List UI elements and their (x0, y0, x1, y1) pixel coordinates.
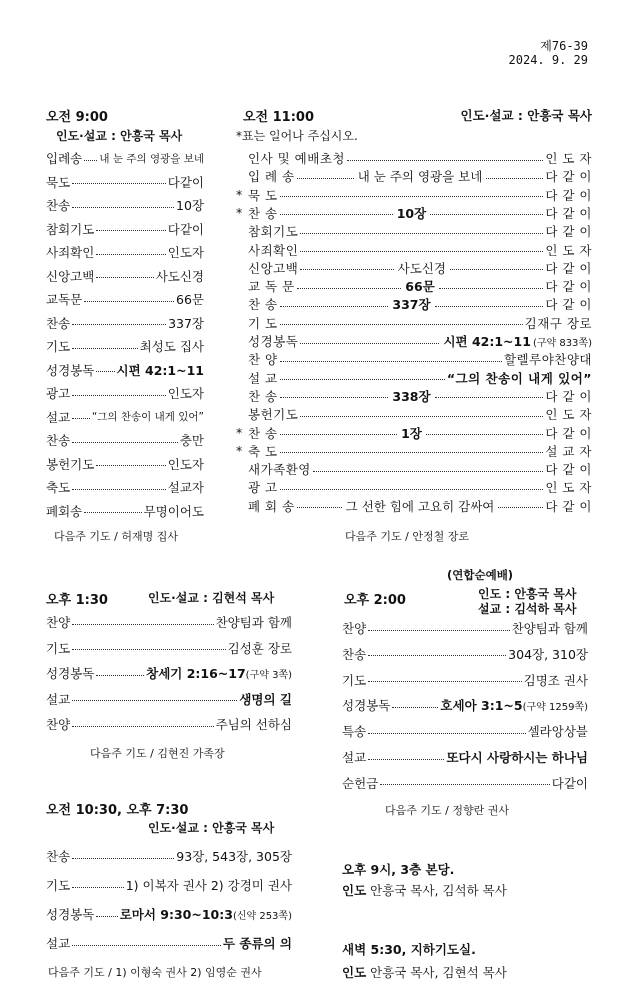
order-label: 축도 (46, 480, 71, 495)
order-label: 참회기도 (248, 224, 299, 240)
leader-dots (96, 675, 144, 676)
order-value: 다 같 이 (545, 279, 593, 295)
order-row (46, 432, 204, 448)
order-value-note: (구약 3쪽) (245, 669, 292, 681)
order-row (342, 672, 588, 688)
pm9-title: 오후 9시, 3층 본당. (342, 862, 455, 877)
order-value: “그의 찬송이 내게 있어” (446, 370, 592, 386)
order-detail: 66문 (405, 279, 435, 295)
order-label: 성경봉독 (46, 907, 95, 922)
issue-number: 제76-39 (540, 39, 588, 53)
leader-dots (72, 442, 178, 443)
leader-dots (439, 288, 544, 289)
order-label: 사죄확인 (248, 242, 299, 258)
leader-dots (280, 489, 544, 490)
leader-dots (96, 254, 165, 255)
order-label: 봉헌기도 (46, 456, 95, 472)
order-label: 축 도 (248, 443, 278, 459)
order-label: 성경봉독 (342, 698, 391, 714)
order-detail: 그 선한 힘에 고요히 감싸여 (345, 498, 495, 514)
order-label: 기도 (46, 878, 71, 893)
order-row (46, 174, 204, 190)
order-value: 내 눈 주의 영광을 보네 (99, 152, 204, 165)
leader-dots (280, 324, 523, 325)
leader-dots (72, 348, 137, 349)
order-label: 봉헌기도 (248, 407, 299, 423)
order-label: 찬송 (46, 315, 71, 331)
order-label: 설교 (46, 691, 71, 707)
order-label: 기도 (342, 672, 367, 688)
leader-dots (280, 361, 502, 362)
leader-dots (84, 301, 174, 302)
order-label: 기도 (46, 640, 71, 656)
order-label: 참회기도 (46, 221, 95, 237)
order-row (236, 351, 592, 367)
order-row (46, 640, 292, 656)
pm2-next-prayer: 다음주 기도 / 정향란 권사 (385, 804, 509, 817)
order-label: 성경봉독 (46, 666, 95, 681)
leader-dots (84, 512, 141, 513)
pm2-tag: (연합순예배) (447, 568, 514, 582)
order-value: 인 도 자 (545, 480, 592, 496)
order-label: 묵 도 (248, 187, 278, 203)
stand-marker: * (236, 205, 243, 221)
order-label: 신앙고백 (248, 260, 299, 276)
stand-marker: * (236, 425, 243, 440)
pm2-preacher: 설교 : 김석하 목사 (478, 602, 577, 616)
leader-dots (72, 858, 174, 859)
leader-dots (300, 269, 393, 270)
am11-leader: 인도·설교 : 안흥국 목사 (460, 108, 592, 123)
order-row (236, 443, 592, 459)
order-value: 창세기 2:16~17 (146, 666, 246, 681)
order-row (236, 205, 592, 221)
leader-dots (297, 178, 354, 179)
leader-dots (297, 507, 342, 508)
order-row (236, 260, 592, 276)
pm9-leader: 안흥국 목사, 김석하 목사 (370, 883, 507, 898)
bulletin-date: 2024. 9. 29 (508, 53, 588, 67)
leader-dots (96, 916, 117, 917)
order-row (236, 333, 592, 349)
order-detail: 사도신경 (397, 260, 446, 276)
am1030-next-prayer: 다음주 기도 / 1) 이형숙 권사 2) 임영순 권사 (48, 966, 262, 979)
order-label: 새가족환영 (248, 462, 311, 478)
leader-dots (96, 371, 114, 372)
order-row (236, 223, 592, 239)
leader-dots (280, 306, 389, 307)
order-row (236, 479, 592, 495)
order-label: 기도 (46, 339, 71, 354)
leader-dots (72, 395, 166, 396)
order-detail: 10장 (396, 205, 427, 221)
order-detail: 시편 42:1~11 (443, 334, 531, 349)
order-row (236, 187, 592, 203)
order-detail: 338장 (392, 388, 431, 404)
order-row (46, 716, 292, 732)
order-row (46, 221, 204, 237)
order-value: 인 도 자 (545, 407, 592, 423)
order-row (342, 775, 588, 791)
leader-dots (72, 418, 90, 419)
order-value: 다 같 이 (545, 297, 593, 313)
order-label: 찬양 (46, 615, 71, 630)
order-row (46, 614, 292, 630)
order-row (46, 503, 204, 519)
order-value: 다 같 이 (545, 187, 592, 203)
order-row (342, 620, 588, 636)
order-label: 찬 송 (248, 425, 278, 441)
order-value: 다 같 이 (545, 224, 592, 240)
order-row (46, 338, 204, 354)
order-value: 또다시 사랑하시는 하나님 (446, 750, 588, 765)
order-row (46, 456, 204, 472)
leader-dots (435, 397, 544, 398)
order-label: 폐 회 송 (248, 498, 295, 514)
stand-marker: * (236, 443, 243, 459)
dawn-leader-label: 인도 (342, 965, 367, 980)
order-detail: 내 눈 주의 영광을 보네 (357, 169, 483, 185)
order-label: 사죄확인 (46, 245, 95, 260)
leader-dots (72, 726, 213, 727)
order-value: 셀라앙상블 (527, 724, 588, 740)
order-value: 다 같 이 (545, 498, 593, 514)
order-detail: 1장 (401, 425, 422, 441)
order-label: 교 독 문 (248, 279, 295, 295)
order-row (46, 665, 292, 681)
order-value: 생명의 길 (239, 691, 292, 707)
order-row (236, 242, 592, 258)
leader-dots (84, 160, 97, 161)
leader-dots (280, 214, 393, 215)
stand-marker: * (236, 187, 243, 203)
leader-dots (280, 196, 544, 197)
order-row (342, 749, 588, 765)
order-value-note: (신약 253쪽) (232, 910, 292, 922)
order-row (342, 723, 588, 739)
leader-dots (435, 306, 544, 307)
order-value: 사도신경 (155, 268, 204, 284)
dawn-leader: 안흥국 목사, 김현석 목사 (370, 965, 507, 980)
order-value: 다같이 (167, 221, 204, 237)
leader-dots (96, 230, 165, 231)
order-value: 찬양팀과 함께 (511, 621, 588, 636)
pm130-leader: 인도·설교 : 김현석 목사 (148, 591, 275, 605)
order-row (236, 315, 592, 331)
order-label: 설교 (46, 936, 71, 951)
order-value: 다 같 이 (545, 425, 592, 441)
pm2-leader: 인도 : 안흥국 목사 (478, 587, 577, 601)
leader-dots (368, 681, 521, 682)
order-value: 할렐루야찬양대 (503, 352, 592, 368)
order-label: 찬 송 (248, 297, 278, 313)
leader-dots (72, 324, 166, 325)
leader-dots (300, 416, 543, 417)
leader-dots (72, 489, 166, 490)
order-row (46, 291, 204, 307)
order-label: 광 고 (248, 480, 278, 496)
order-label: 폐회송 (46, 503, 83, 519)
order-value: 다같이 (551, 775, 588, 791)
order-value: 무명이어도 (143, 503, 204, 519)
order-row (46, 906, 292, 922)
leader-dots (72, 649, 225, 650)
order-row (236, 388, 592, 404)
order-value: 충만 (179, 433, 204, 448)
pm2-title: 오후 2:00 (344, 593, 406, 608)
leader-dots (368, 630, 509, 631)
am11-title: 오전 11:00 (243, 110, 315, 125)
order-value: 다같이 (167, 174, 204, 190)
order-value: 다 같 이 (545, 205, 593, 221)
am11-next-prayer: 다음주 기도 / 안정철 장로 (345, 530, 469, 543)
order-row (342, 646, 588, 662)
order-row (46, 315, 204, 331)
order-label: 찬 송 (248, 388, 278, 404)
order-detail: 337장 (392, 297, 431, 313)
pm9-leader-label: 인도 (342, 883, 367, 898)
order-label: 입례송 (46, 151, 83, 166)
order-label: 광고 (46, 386, 71, 401)
leader-dots (297, 288, 402, 289)
order-label: 찬송 (46, 849, 71, 864)
leader-dots (347, 160, 543, 161)
order-row (236, 150, 592, 166)
order-value: 337장 (168, 315, 204, 331)
order-label: 인사 및 예배초청 (248, 151, 345, 166)
order-value: 다 같 이 (545, 169, 593, 185)
order-row (46, 409, 204, 425)
order-detail-note: (구약 833쪽) (532, 337, 592, 349)
am1030-title: 오전 10:30, 오후 7:30 (46, 803, 189, 818)
order-row (46, 150, 204, 166)
order-value: 다 같 이 (545, 388, 593, 404)
leader-dots (72, 887, 124, 888)
order-label: 찬양 (46, 717, 71, 732)
leader-dots (72, 624, 213, 625)
order-value: 1) 이복자 권사 2) 강경미 권사 (125, 878, 292, 893)
order-row (46, 268, 204, 284)
leader-dots (498, 507, 543, 508)
order-value: 304장, 310장 (508, 646, 588, 662)
leader-dots (368, 759, 444, 760)
am11-stand-note: *표는 일어나 주십시오. (236, 129, 358, 143)
leader-dots (368, 733, 525, 734)
order-label: 설 교 (248, 370, 278, 386)
order-label: 찬송 (46, 433, 71, 448)
leader-dots (280, 379, 445, 380)
order-value: 김성훈 장로 (227, 640, 292, 656)
order-row (46, 197, 204, 213)
order-label: 묵도 (46, 174, 71, 190)
order-value: 찬양팀과 함께 (215, 615, 292, 630)
order-value: 두 종류의 의 (222, 936, 292, 951)
order-row (236, 278, 592, 294)
leader-dots (392, 707, 438, 708)
order-value: 김명조 권사 (523, 672, 588, 688)
leader-dots (313, 471, 543, 472)
order-value: 10장 (176, 198, 204, 213)
order-value: “그의 찬송이 내게 있어” (91, 411, 204, 423)
order-row (236, 370, 592, 386)
order-label: 찬양 (342, 621, 367, 636)
order-label: 입 례 송 (248, 169, 295, 185)
order-value: 호세아 3:1~5 (440, 698, 523, 714)
order-value: 인도자 (167, 386, 204, 401)
leader-dots (72, 183, 166, 184)
leader-dots (300, 343, 439, 344)
order-row (236, 406, 592, 422)
order-label: 찬송 (46, 198, 71, 213)
order-label: 찬 양 (248, 352, 278, 368)
leader-dots (280, 452, 544, 453)
leader-dots (72, 700, 237, 701)
order-label: 설교 (46, 409, 71, 425)
leader-dots (300, 233, 543, 234)
leader-dots (380, 784, 550, 785)
order-value: 인 도 자 (545, 242, 592, 258)
order-value: 설 교 자 (545, 443, 592, 459)
order-label: 찬 송 (248, 205, 278, 221)
am1030-leader: 인도·설교 : 안흥국 목사 (148, 821, 275, 835)
leader-dots (72, 207, 174, 208)
order-label: 설교 (342, 750, 367, 765)
order-row (46, 691, 292, 707)
order-row (46, 877, 292, 893)
leader-dots (486, 178, 543, 179)
order-value: 최성도 집사 (139, 339, 204, 354)
order-row (236, 168, 592, 184)
dawn-title: 새벽 5:30, 지하기도실. (342, 942, 476, 957)
order-label: 특송 (342, 724, 367, 740)
order-label: 기 도 (248, 315, 278, 331)
leader-dots (450, 269, 543, 270)
order-row (46, 479, 204, 495)
order-row (46, 935, 292, 951)
leader-dots (96, 465, 165, 466)
order-label: 교독문 (46, 292, 83, 307)
dawn-leader-line (342, 963, 507, 981)
order-label: 순헌금 (342, 775, 379, 791)
pm9-leader-line (342, 881, 507, 899)
order-value: 다 같 이 (545, 462, 592, 478)
order-label: 성경봉독 (46, 362, 95, 378)
order-row (46, 385, 204, 401)
order-value-note: (구약 1259쪽) (522, 701, 588, 713)
order-row (342, 697, 588, 713)
am9-leader: 인도·설교 : 안흥국 목사 (56, 129, 183, 143)
am9-next-prayer: 다음주 기도 / 허재명 집사 (54, 530, 178, 543)
leader-dots (72, 945, 221, 946)
order-row (46, 362, 204, 378)
leader-dots (280, 434, 397, 435)
order-value: 93장, 543장, 305장 (176, 849, 292, 864)
leader-dots (96, 277, 153, 278)
order-value: 주님의 선하심 (215, 717, 292, 732)
order-label: 신앙고백 (46, 268, 95, 284)
order-value: 인 도 자 (545, 151, 592, 166)
order-row (236, 498, 592, 514)
order-label: 성경봉독 (248, 334, 299, 349)
order-label: 찬송 (342, 646, 367, 662)
order-value: 66문 (176, 292, 204, 307)
order-value: 다 같 이 (545, 260, 592, 276)
order-row (46, 244, 204, 260)
order-row (236, 461, 592, 477)
order-row (236, 296, 592, 312)
order-row (46, 848, 292, 864)
order-value: 인도자 (167, 245, 204, 260)
leader-dots (426, 434, 543, 435)
order-value: 로마서 9:30~10:3 (119, 907, 233, 922)
order-value: 인도자 (167, 456, 204, 472)
leader-dots (300, 251, 543, 252)
pm130-next-prayer: 다음주 기도 / 김현진 가족장 (90, 747, 225, 760)
leader-dots (430, 214, 543, 215)
pm130-title: 오후 1:30 (46, 593, 108, 608)
order-row (236, 425, 592, 441)
order-value: 김재구 장로 (524, 315, 592, 331)
order-value: 설교자 (167, 480, 204, 495)
am9-title: 오전 9:00 (46, 110, 108, 125)
leader-dots (368, 655, 506, 656)
order-value: 시편 42:1~11 (116, 362, 204, 378)
leader-dots (280, 397, 389, 398)
